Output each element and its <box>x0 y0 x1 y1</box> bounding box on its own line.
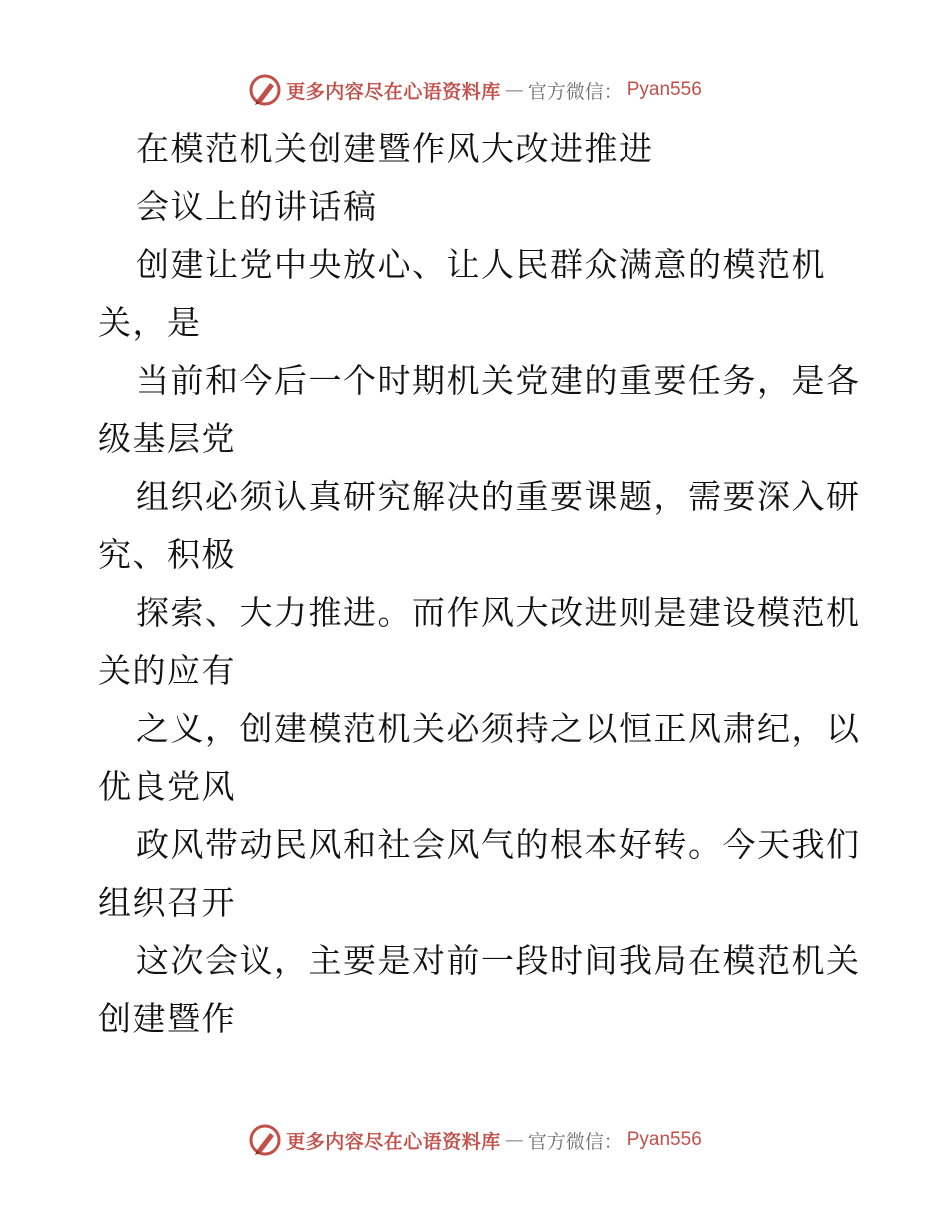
text-line: 会议上的讲话稿 <box>136 187 378 226</box>
text-line: 之义，创建模范机关必须持之以恒正风肃纪，以 <box>136 709 861 748</box>
text-line: 组织召开 <box>98 883 236 922</box>
watermark-dash: — <box>504 1129 524 1151</box>
watermark-wechat-id: Pyan556 <box>626 1129 702 1150</box>
watermark-wechat-id: Pyan556 <box>626 79 702 100</box>
watermark-wechat-label: 官方微信： <box>527 80 623 103</box>
text-line: 优良党风 <box>98 767 236 806</box>
watermark-group <box>248 1123 702 1157</box>
header-watermark <box>0 70 950 110</box>
text-line: 创建暨作 <box>98 999 236 1038</box>
pen-logo-icon <box>248 1123 282 1157</box>
watermark-wechat-label: 官方微信： <box>527 1130 623 1153</box>
footer-watermark <box>0 1120 950 1160</box>
watermark-group <box>248 73 702 107</box>
watermark-text: 更多内容尽在心语资料库 <box>286 80 501 103</box>
pen-logo-icon <box>248 73 282 107</box>
text-line: 探索、大力推进。而作风大改进则是建设模范机 <box>136 593 861 632</box>
text-line: 这次会议，主要是对前一段时间我局在模范机关 <box>136 941 861 980</box>
text-line: 组织必须认真研究解决的重要课题，需要深入研 <box>136 477 861 516</box>
text-line: 关的应有 <box>98 651 236 690</box>
text-line: 当前和今后一个时期机关党建的重要任务，是各 <box>136 361 861 400</box>
text-line: 政风带动民风和社会风气的根本好转。今天我们 <box>136 825 861 864</box>
text-line: 在模范机关创建暨作风大改进推进 <box>136 129 654 168</box>
text-line: 关，是 <box>98 303 202 342</box>
document-body <box>98 120 861 1048</box>
watermark-text: 更多内容尽在心语资料库 <box>286 1130 501 1153</box>
text-line: 创建让党中央放心、让人民群众满意的模范机 <box>136 245 826 284</box>
watermark-dash: — <box>504 79 524 101</box>
text-line: 究、积极 <box>98 535 236 574</box>
text-line: 级基层党 <box>98 419 236 458</box>
